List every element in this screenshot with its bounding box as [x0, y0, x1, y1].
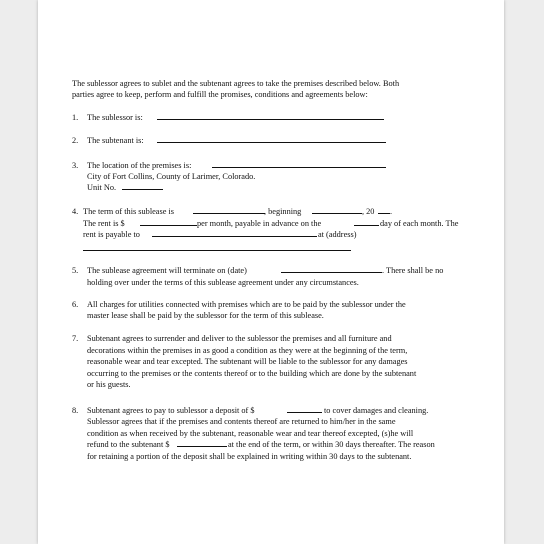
- item-8-number: 8.: [72, 406, 79, 415]
- subtenant-name-field[interactable]: [157, 142, 386, 143]
- unit-number-field[interactable]: [122, 189, 163, 190]
- item-8-line-1b: to cover damages and cleaning.: [324, 406, 429, 415]
- deposit-amount-field[interactable]: [287, 412, 322, 413]
- premises-location-field[interactable]: [212, 167, 386, 168]
- item-5-number: 5.: [72, 266, 79, 275]
- item-5-label-end: . There shall be no: [382, 266, 444, 275]
- item-4-payable-label: rent is payable to: [83, 230, 140, 239]
- item-4-period: .: [390, 207, 393, 216]
- item-3-label: The location of the premises is:: [87, 161, 192, 170]
- document-page: [38, 0, 504, 544]
- item-8-line-4a: refund to the subtenant $: [87, 440, 170, 449]
- rent-due-day-field[interactable]: [354, 225, 379, 226]
- refund-amount-field[interactable]: [177, 446, 227, 447]
- item-7-line-1: Subtenant agrees to surrender and deliver to the sublessor the premises and all furniture and: [87, 334, 392, 343]
- rent-amount-field[interactable]: [140, 225, 197, 226]
- intro-line-1: The sublessor agrees to sublet and the subtenant agrees to take the premises described below. Both: [72, 79, 400, 88]
- item-7-line-5: or his guests.: [87, 380, 131, 389]
- item-4-rent-terms: per month, payable in advance on the: [197, 219, 322, 228]
- item-3-unit-label: Unit No.: [87, 183, 117, 192]
- item-7-line-4: occurring to the premises or the contents thereof or to the building which are done by the subtenant: [87, 369, 417, 378]
- item-4-rent-label: The rent is $: [83, 219, 125, 228]
- item-7-line-2: decorations within the premises in as good a condition as they were at the beginning of the term,: [87, 346, 408, 355]
- item-5-line-2: holding over under the terms of this sublease agreement under any circumstances.: [87, 278, 359, 287]
- item-8-line-4b: at the end of the term, or within 30 days thereafter. The reason: [228, 440, 435, 449]
- item-4-number: 4.: [72, 207, 79, 216]
- item-7-number: 7.: [72, 334, 79, 343]
- item-6-line-2: master lease shall be paid by the sublessor for the term of this sublease.: [87, 311, 324, 320]
- item-3-city: City of Fort Collins, County of Larimer, Colorado.: [87, 172, 256, 181]
- item-6-line-1: All charges for utilities connected with premises which are to be paid by the sublessor under the: [87, 300, 406, 309]
- item-2-number: 2.: [72, 136, 79, 145]
- termination-date-field[interactable]: [281, 272, 382, 273]
- item-4-address-label: at (address): [318, 230, 357, 239]
- item-4-term-label: The term of this sublease is: [83, 207, 175, 216]
- beginning-year-field[interactable]: [378, 213, 390, 214]
- payee-address-field[interactable]: [83, 250, 351, 251]
- item-5-label: The sublease agreement will terminate on (date): [87, 266, 247, 275]
- rent-payee-field[interactable]: [152, 236, 317, 237]
- item-1-number: 1.: [72, 113, 79, 122]
- item-4-beginning-label: , beginning: [264, 207, 302, 216]
- item-7-line-3: reasonable wear and tear excepted. The subtenant will be liable to the sublessor for any damages: [87, 357, 408, 366]
- intro-line-2: parties agree to keep, perform and fulfill the promises, conditions and agreements below:: [72, 90, 368, 99]
- beginning-date-field[interactable]: [312, 213, 362, 214]
- item-8-line-1a: Subtenant agrees to pay to sublessor a deposit of $: [87, 406, 255, 415]
- item-4-rent-terms-end: day of each month. The: [380, 219, 459, 228]
- item-3-number: 3.: [72, 161, 79, 170]
- item-1-label: The sublessor is:: [87, 113, 143, 122]
- item-4-year-prefix: , 20: [362, 207, 375, 216]
- item-8-line-2: Sublessor agrees that if the premises and contents thereof are returned to him/her in the same: [87, 417, 396, 426]
- item-8-line-5: for retaining a portion of the deposit shall be explained in writing within 30 days to the subtenant.: [87, 452, 412, 461]
- item-8-line-3: condition as when received by the subtenant, reasonable wear and tear thereof excepted, (s)he will: [87, 429, 414, 438]
- sublease-term-field[interactable]: [193, 213, 265, 214]
- item-6-number: 6.: [72, 300, 79, 309]
- sublessor-name-field[interactable]: [157, 119, 384, 120]
- item-2-label: The subtenant is:: [87, 136, 144, 145]
